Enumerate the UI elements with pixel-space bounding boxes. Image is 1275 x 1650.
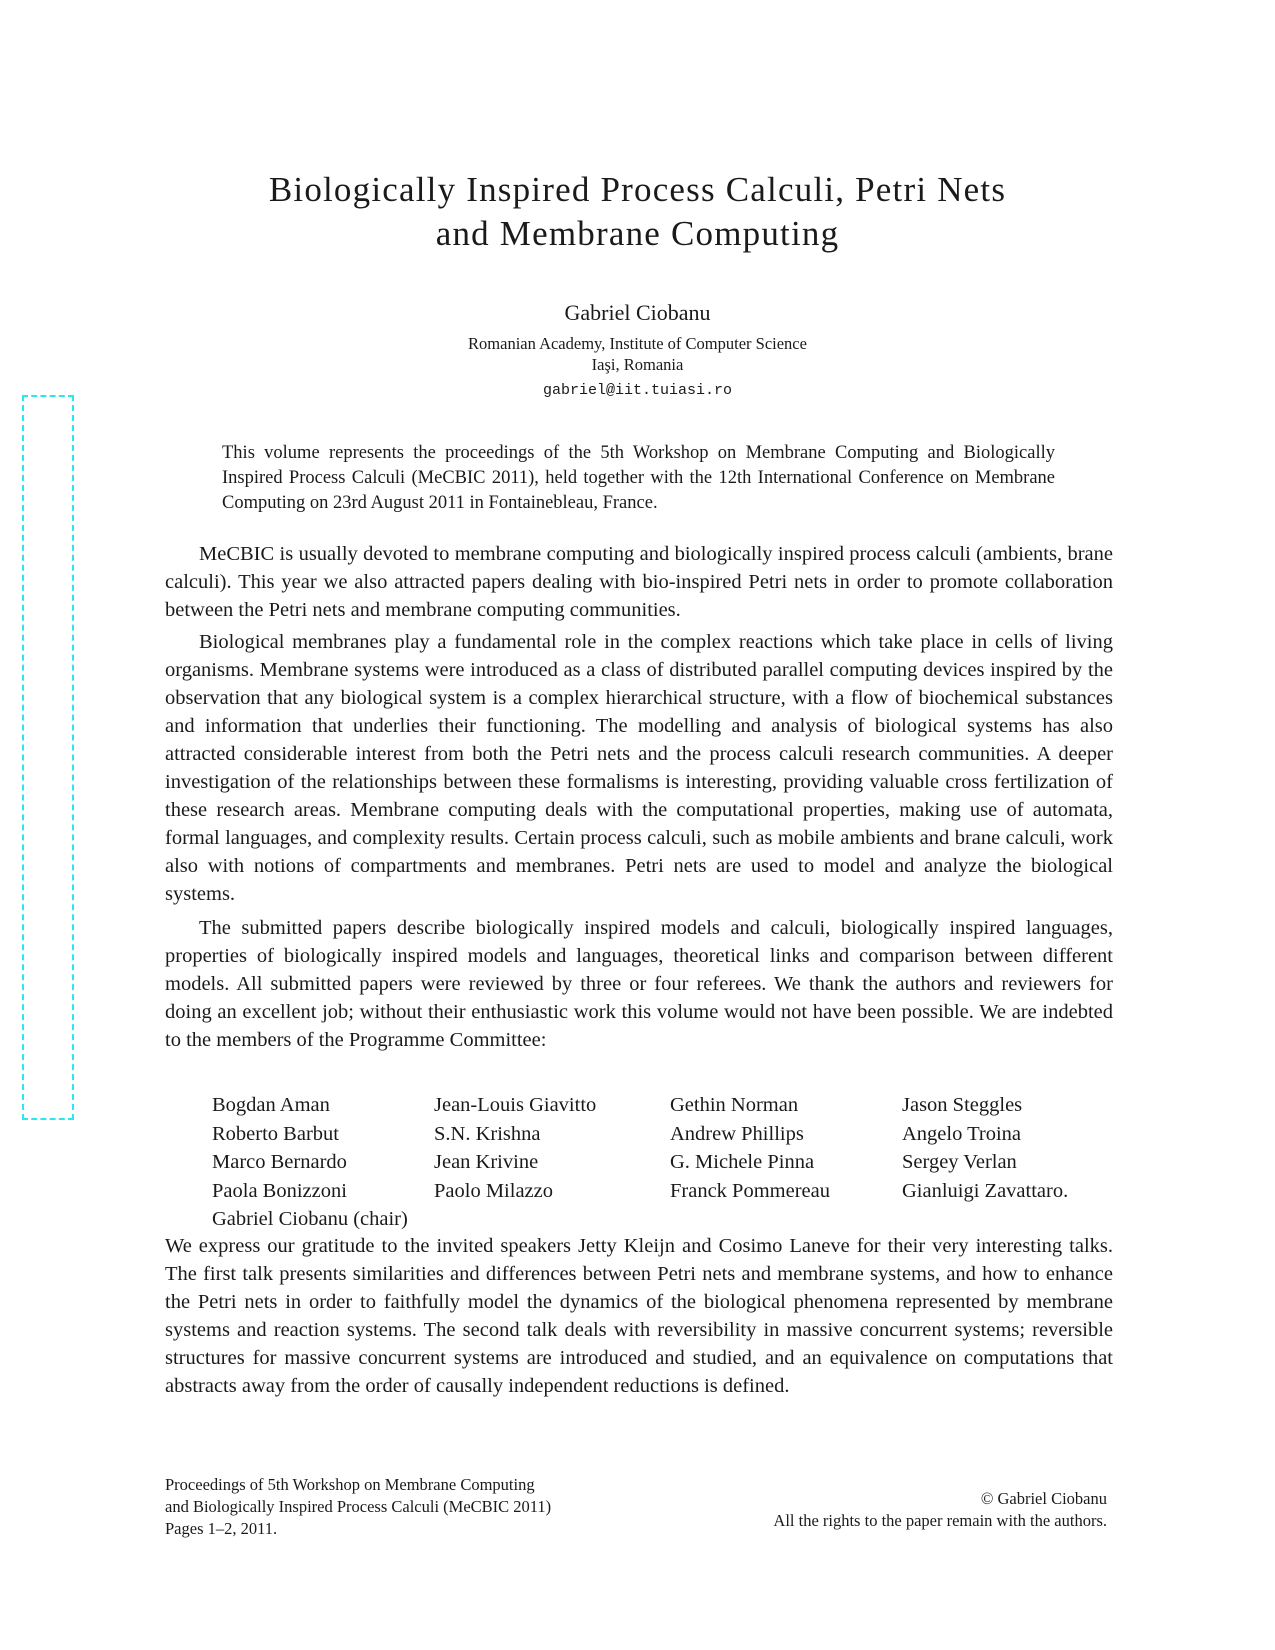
committee-column-1: [212, 1091, 408, 1234]
committee-member: Paola Bonizzoni: [212, 1179, 347, 1202]
committee-member: Bogdan Aman: [212, 1094, 330, 1116]
committee-column-4: [902, 1091, 1068, 1205]
paragraph-4: We express our gratitude to the invited speakers Jetty Kleijn and Cosimo Laneve for their very interesting talks. The first talk presents similarities and differences between Petri nets and membrane systems, and how to enhance the Petri nets in order to faithfully model the dynamics of the biological phenomena represented by membrane systems and reaction systems. The second talk deals with reversibility in massive concurrent systems; reversible structures for massive concurrent systems are introduced and studied, and an equivalence on computations that abstracts away from the order of causally independent reductions is defined.: [165, 1235, 1113, 1397]
paragraph-1: MeCBIC is usually devoted to membrane computing and biologically inspired process calculi (ambients, brane calculi). This year we also attracted papers dealing with bio-inspired Petri nets in order to promote collaboration between the Petri nets and membrane computing communities.: [165, 543, 1113, 621]
committee-member: Jean-Louis Giavitto: [434, 1094, 597, 1116]
footer-copyright: [773, 1488, 1107, 1532]
committee-member: Gianluigi Zavattaro.: [902, 1179, 1069, 1202]
affiliation-line-2: Iaşi, Romania: [591, 355, 684, 374]
committee-member: Marco Bernardo: [212, 1151, 347, 1173]
committee-member: Sergey Verlan: [902, 1151, 1017, 1173]
author-email[interactable]: gabriel@iit.tuiasi.ro: [542, 382, 733, 399]
committee-member: Gabriel Ciobanu (chair): [212, 1208, 408, 1230]
affiliation-line-1: Romanian Academy, Institute of Computer Science: [468, 334, 807, 353]
abstract: This volume represents the proceedings of the 5th Workshop on Membrane Computing and Biologically Inspired Process Calculi (MeCBIC 2011), held together with the 12th International Conference on Membrane Computing on 23rd August 2011 in Fontainebleau, France.: [222, 443, 1055, 513]
committee-member: Jean Krivine: [434, 1151, 539, 1173]
paper-title: [0, 168, 1275, 256]
committee-member: Andrew Phillips: [670, 1122, 804, 1145]
committee-member: Franck Pommereau: [670, 1179, 830, 1202]
footer-left-line-1: Proceedings of 5th Workshop on Membrane Computing: [165, 1475, 535, 1494]
committee-member: Roberto Barbut: [212, 1122, 339, 1145]
copyright-line: © Gabriel Ciobanu: [980, 1489, 1107, 1508]
footer-proceedings: [165, 1474, 551, 1540]
committee-column-2: [434, 1091, 596, 1205]
paragraph-2: Biological membranes play a fundamental role in the complex reactions which take place in cells of living organisms. Membrane systems were introduced as a class of distributed parallel computing devices inspired by the observation that any biological system is a complex hierarchical structure, with a flow of biochemical substances and information that underlies their functioning. The modelling and analysis of biological systems has also attracted considerable interest from both the Petri nets and the process calculi research communities. A deeper investigation of the relationships between these formalisms is interesting, providing valuable cross fertilization of these research areas. Membrane computing deals with the computational properties, making use of automata, formal languages, and complexity results. Certain process calculi, such as mobile ambients and brane calculi, work also with notions of compartments and membranes. Petri nets are used to model and analyze the biological systems.: [165, 631, 1113, 905]
committee-member: Gethin Norman: [670, 1094, 799, 1116]
paragraph-3: The submitted papers describe biologically inspired models and calculi, biologically inspired languages, properties of biologically inspired models and languages, theoretical links and comparison between different models. All submitted papers were reviewed by three or four referees. We thank the authors and reviewers for doing an excellent job; without their enthusiastic work this volume would not have been possible. We are indebted to the members of the Programme Committee:: [165, 917, 1113, 1051]
author-name: Gabriel Ciobanu: [564, 300, 711, 325]
committee-member: Paolo Milazzo: [434, 1179, 553, 1202]
title-line-1: Biologically Inspired Process Calculi, Petri Nets: [268, 170, 1007, 209]
footer-left-line-2: and Biologically Inspired Process Calculi (MeCBIC 2011): [165, 1497, 552, 1516]
committee-member: G. Michele Pinna: [670, 1151, 815, 1173]
author-affiliation: [0, 333, 1275, 375]
committee-member: Angelo Troina: [902, 1122, 1022, 1145]
committee-member: S.N. Krishna: [434, 1122, 541, 1145]
dotted-margin-box: [22, 395, 74, 1120]
title-line-2: and Membrane Computing: [435, 214, 840, 253]
committee-member: Jason Steggles: [902, 1094, 1023, 1116]
committee-column-3: [670, 1091, 830, 1205]
rights-line: All the rights to the paper remain with the authors.: [773, 1511, 1107, 1530]
footer-left-line-3: Pages 1–2, 2011.: [165, 1519, 278, 1538]
